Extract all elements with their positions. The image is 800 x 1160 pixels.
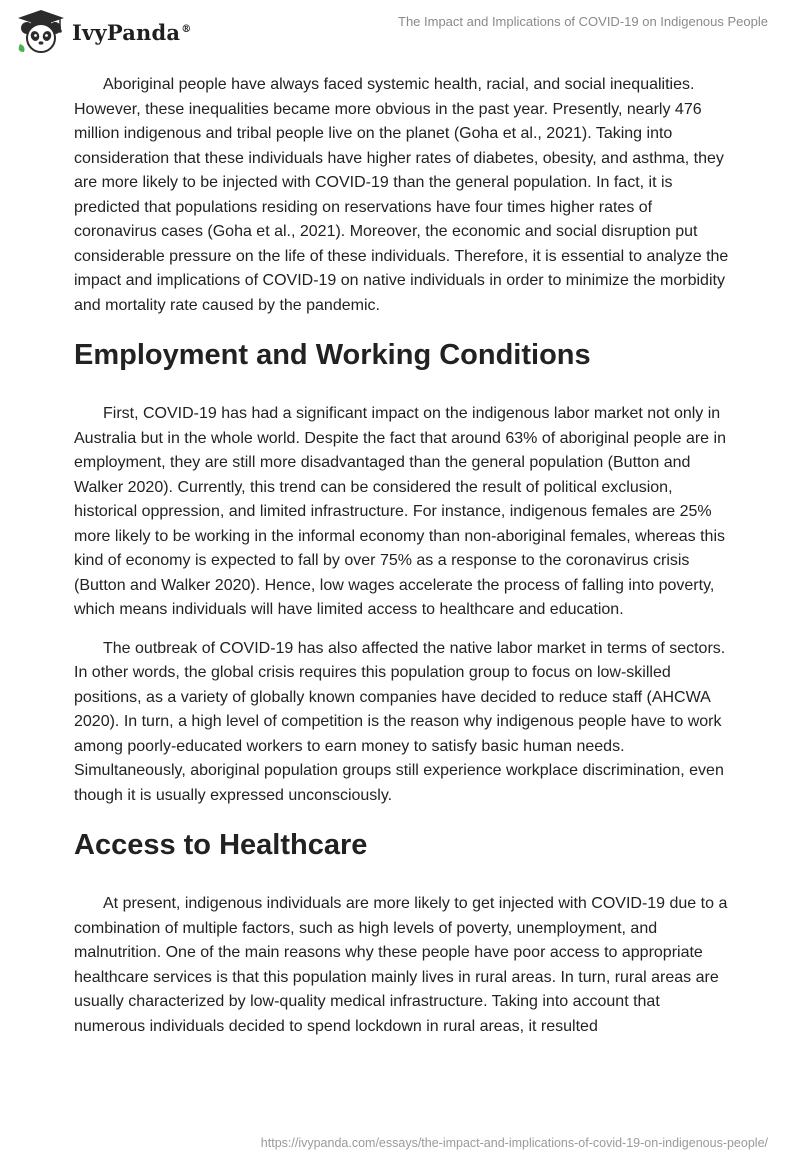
source-url[interactable]: https://ivypanda.com/essays/the-impact-and-implications-of-covid-19-on-indigenous-people/ xyxy=(260,1136,768,1150)
panda-graduate-icon xyxy=(14,8,68,54)
document-title: The Impact and Implications of COVID-19 on Indigenous People xyxy=(398,14,768,29)
registered-mark: ® xyxy=(181,23,192,35)
page-header xyxy=(0,0,800,60)
employment-heading: Employment and Working Conditions xyxy=(74,339,591,371)
intro-paragraph: Aboriginal people have always faced systemic health, racial, and social inequalities. However, these inequalities became more obvious in the past year. Presently, nearly 476 million indigenous and tribal people live on the planet (Goha et al., 2021). Taking into consideration that these individuals have higher rates of diabetes, obesity, and asthma, they are more likely to be injected with COVID-19 than the general population. In fact, it is predicted that populations residing on reservations have four times higher rates of coronavirus cases (Goha et al., 2021). Moreover, the economic and social disruption put considerable pressure on the life of these individuals. Therefore, it is essential to analyze the impact and implications of COVID-19 on native individuals in order to minimize the morbidity and mortality rate caused by the pandemic. xyxy=(74,76,729,314)
employment-paragraph-1: First, COVID-19 has had a significant impact on the indigenous labor market not only in Australia but in the whole world. Despite the fact that around 63% of aboriginal people are in employment, they are still more disadvantaged than the general population (Button and Walker 2020). Currently, this trend can be considered the result of political exclusion, historical oppression, and limited infrastructure. For instance, indigenous females are 25% more likely to be working in the informal economy than non-aboriginal females, whereas this kind of economy is expected to fall by over 75% as a response to the coronavirus crisis (Button and Walker 2020). Hence, low wages accelerate the process of falling into poverty, which means individuals will have limited access to healthcare and education. xyxy=(74,405,726,618)
brand-name: IvyPanda® xyxy=(72,19,192,45)
healthcare-paragraph-1: At present, indigenous individuals are more likely to get injected with COVID-19 due to a combination of multiple factors, such as high levels of poverty, unemployment, and malnutrition. One of the main reasons why these people have poor access to appropriate healthcare services is that this population mainly lives in rural areas. In turn, rural areas are usually characterized by low-quality medical infrastructure. Taking into account that numerous individuals decided to spend lockdown in rural areas, it resulted xyxy=(74,895,728,1035)
healthcare-heading: Access to Healthcare xyxy=(74,829,368,861)
employment-paragraph-2: The outbreak of COVID-19 has also affected the native labor market in terms of sectors. In other words, the global crisis requires this population group to focus on low-skilled positions, as a variety of globally known companies have decided to reduce staff (AHCWA 2020). In turn, a high level of competition is the reason why indigenous people have to work among poorly-educated workers to earn money to satisfy basic human needs. Simultaneously, aboriginal population groups still experience workplace discrimination, even though it is usually expressed unconsciously. xyxy=(74,639,726,804)
ivypanda-logo[interactable] xyxy=(14,8,191,54)
essay-body xyxy=(74,73,734,1053)
